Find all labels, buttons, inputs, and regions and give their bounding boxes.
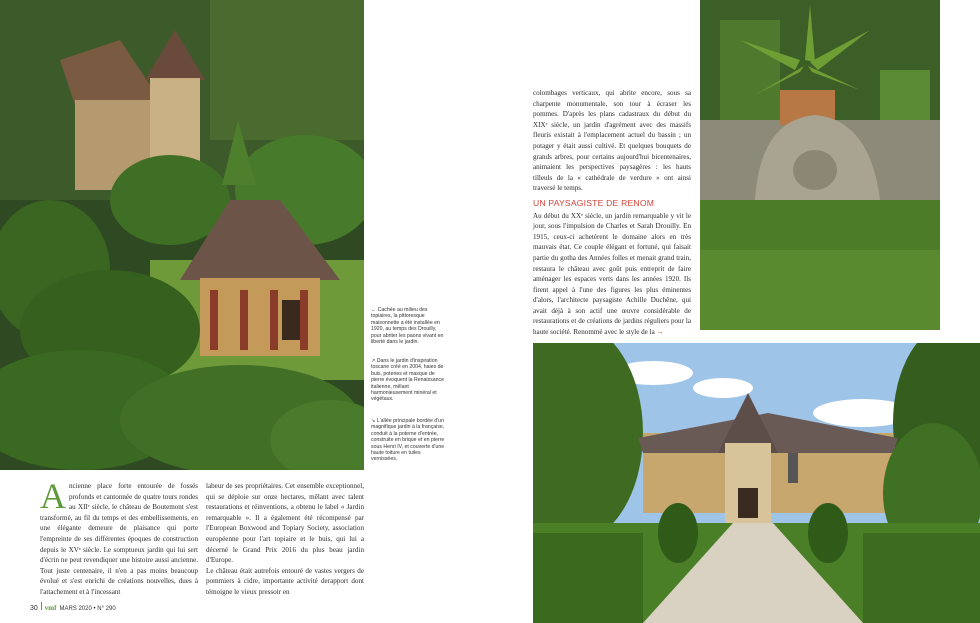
photo-main-alley xyxy=(533,343,980,623)
article-text-2b: Le château était autrefois entouré de vastes vergers de pommiers à cidre, importante activité derapport dont témoigne le vieux pressoir en xyxy=(206,566,364,596)
article-text-3: colombages verticaux, qui abrite encore, sous sa charpente monumentale, son tour à écraser les pommes. D'après les plans cadastraux du début du XIXᵉ siècle, un jardin d'agrément avec des massifs fleuris existait à l'emplacement actuel du bassin ; un potager y était aussi cultivé. Et quelques bouquets de grands arbres, pour certains aujourd'hui bicentenaires, animaient les perspectives paysagères : les hauts tilleuls de la « cathédrale de verdure » ont ainsi traversé le temps. xyxy=(533,89,691,193)
article-text-2: labeur de ses propriétaires. Cet ensemble exceptionnel, qui se déploie sur onze hectares, mêlant avec talent restaurations et réinventions, a obtenu le label « Jardin remarquable ». Il a également été récompensé par l'European Boxwood and Topiary Society, association européenne pour l'art topiaire et le buis, qui lui a décerné le Grand Prix 2016 du plus beau jardin d'Europe. xyxy=(206,482,364,565)
article-text-1: ncienne place forte entourée de fossés profonds et cantonnée de quatre tours rondes au XIIᵉ siècle, le château de Boutemont s'est transformé, au fil du temps et des embellissements, en une élégante demeure de plaisance qui porte l'empreinte de ses différentes époques de construction depuis le XVᵉ siècle. Le somptueux jardin qui lui sert d'écrin ne peut revendiquer une histoire aussi ancienne. Tout juste centenaire, il n'en a pas moins beaucoup évolué et s'est enrichi de créations nouvelles, dues à l'attachement et à l'incessant xyxy=(40,482,198,596)
article-column-2 xyxy=(206,481,364,598)
article-column-1 xyxy=(40,476,198,598)
caption-main-alley: ↘ L'allée principale bordée d'un magnifique jardin à la française, conduit à la poterne d'entrée, construite en brique et en pierre sous Henri IV, et couverte d'une haute toiture en tuiles vernissées. xyxy=(371,418,445,463)
article-column-3 xyxy=(533,88,691,338)
article-text-3b: Au début du XXᵉ siècle, un jardin remarquable y vit le jour, sous l'impulsion de Charles et Sarah Drouilly. En 1915, ceux-ci achetèrent le domaine alors en très mauvais état. Ce couple élégant et fortuné, qui faisait partie du gotha des Années folles et menait grand train, restaura le château avec goût puis entreprit de faire aménager les espaces verts dans les années 1920. Ils firent appel à l'une des figures les plus éminentes d'alors, l'architecte paysagiste Achille Duchêne, qui avait déjà à son actif une œuvre considérable de restaurations et de créations de jardins réguliers pour la haute société. Renommé avec le style de la xyxy=(533,211,691,337)
dropcap: A xyxy=(40,476,66,516)
folio-separator xyxy=(41,602,42,610)
section-subhead: UN PAYSAGISTE DE RENOM xyxy=(533,197,655,208)
photo-peacock-house xyxy=(0,0,364,470)
magazine-logo: vmf xyxy=(44,604,57,612)
photo-tuscan-garden xyxy=(700,0,940,330)
caption-peacock-house: ← Cachée au milieu des topiaires, la pittoresque maisonnette a été installée en 1920, au temps des Drouilly, pour abriter les paons vivant en liberté dans le jardin. xyxy=(371,307,444,346)
continue-arrow-icon: → xyxy=(656,328,664,337)
issue-info: MARS 2020 • N° 290 xyxy=(59,606,116,612)
page-number: 30 xyxy=(30,605,38,612)
page-folio xyxy=(30,602,116,612)
caption-tuscan-garden: ↗ Dans le jardin d'inspiration toscane créé en 2004, haies de buis, poteries et masque de pierre évoquent la Renaissance italienne, mêlant harmonieusement minéral et végétaux. xyxy=(371,358,444,403)
